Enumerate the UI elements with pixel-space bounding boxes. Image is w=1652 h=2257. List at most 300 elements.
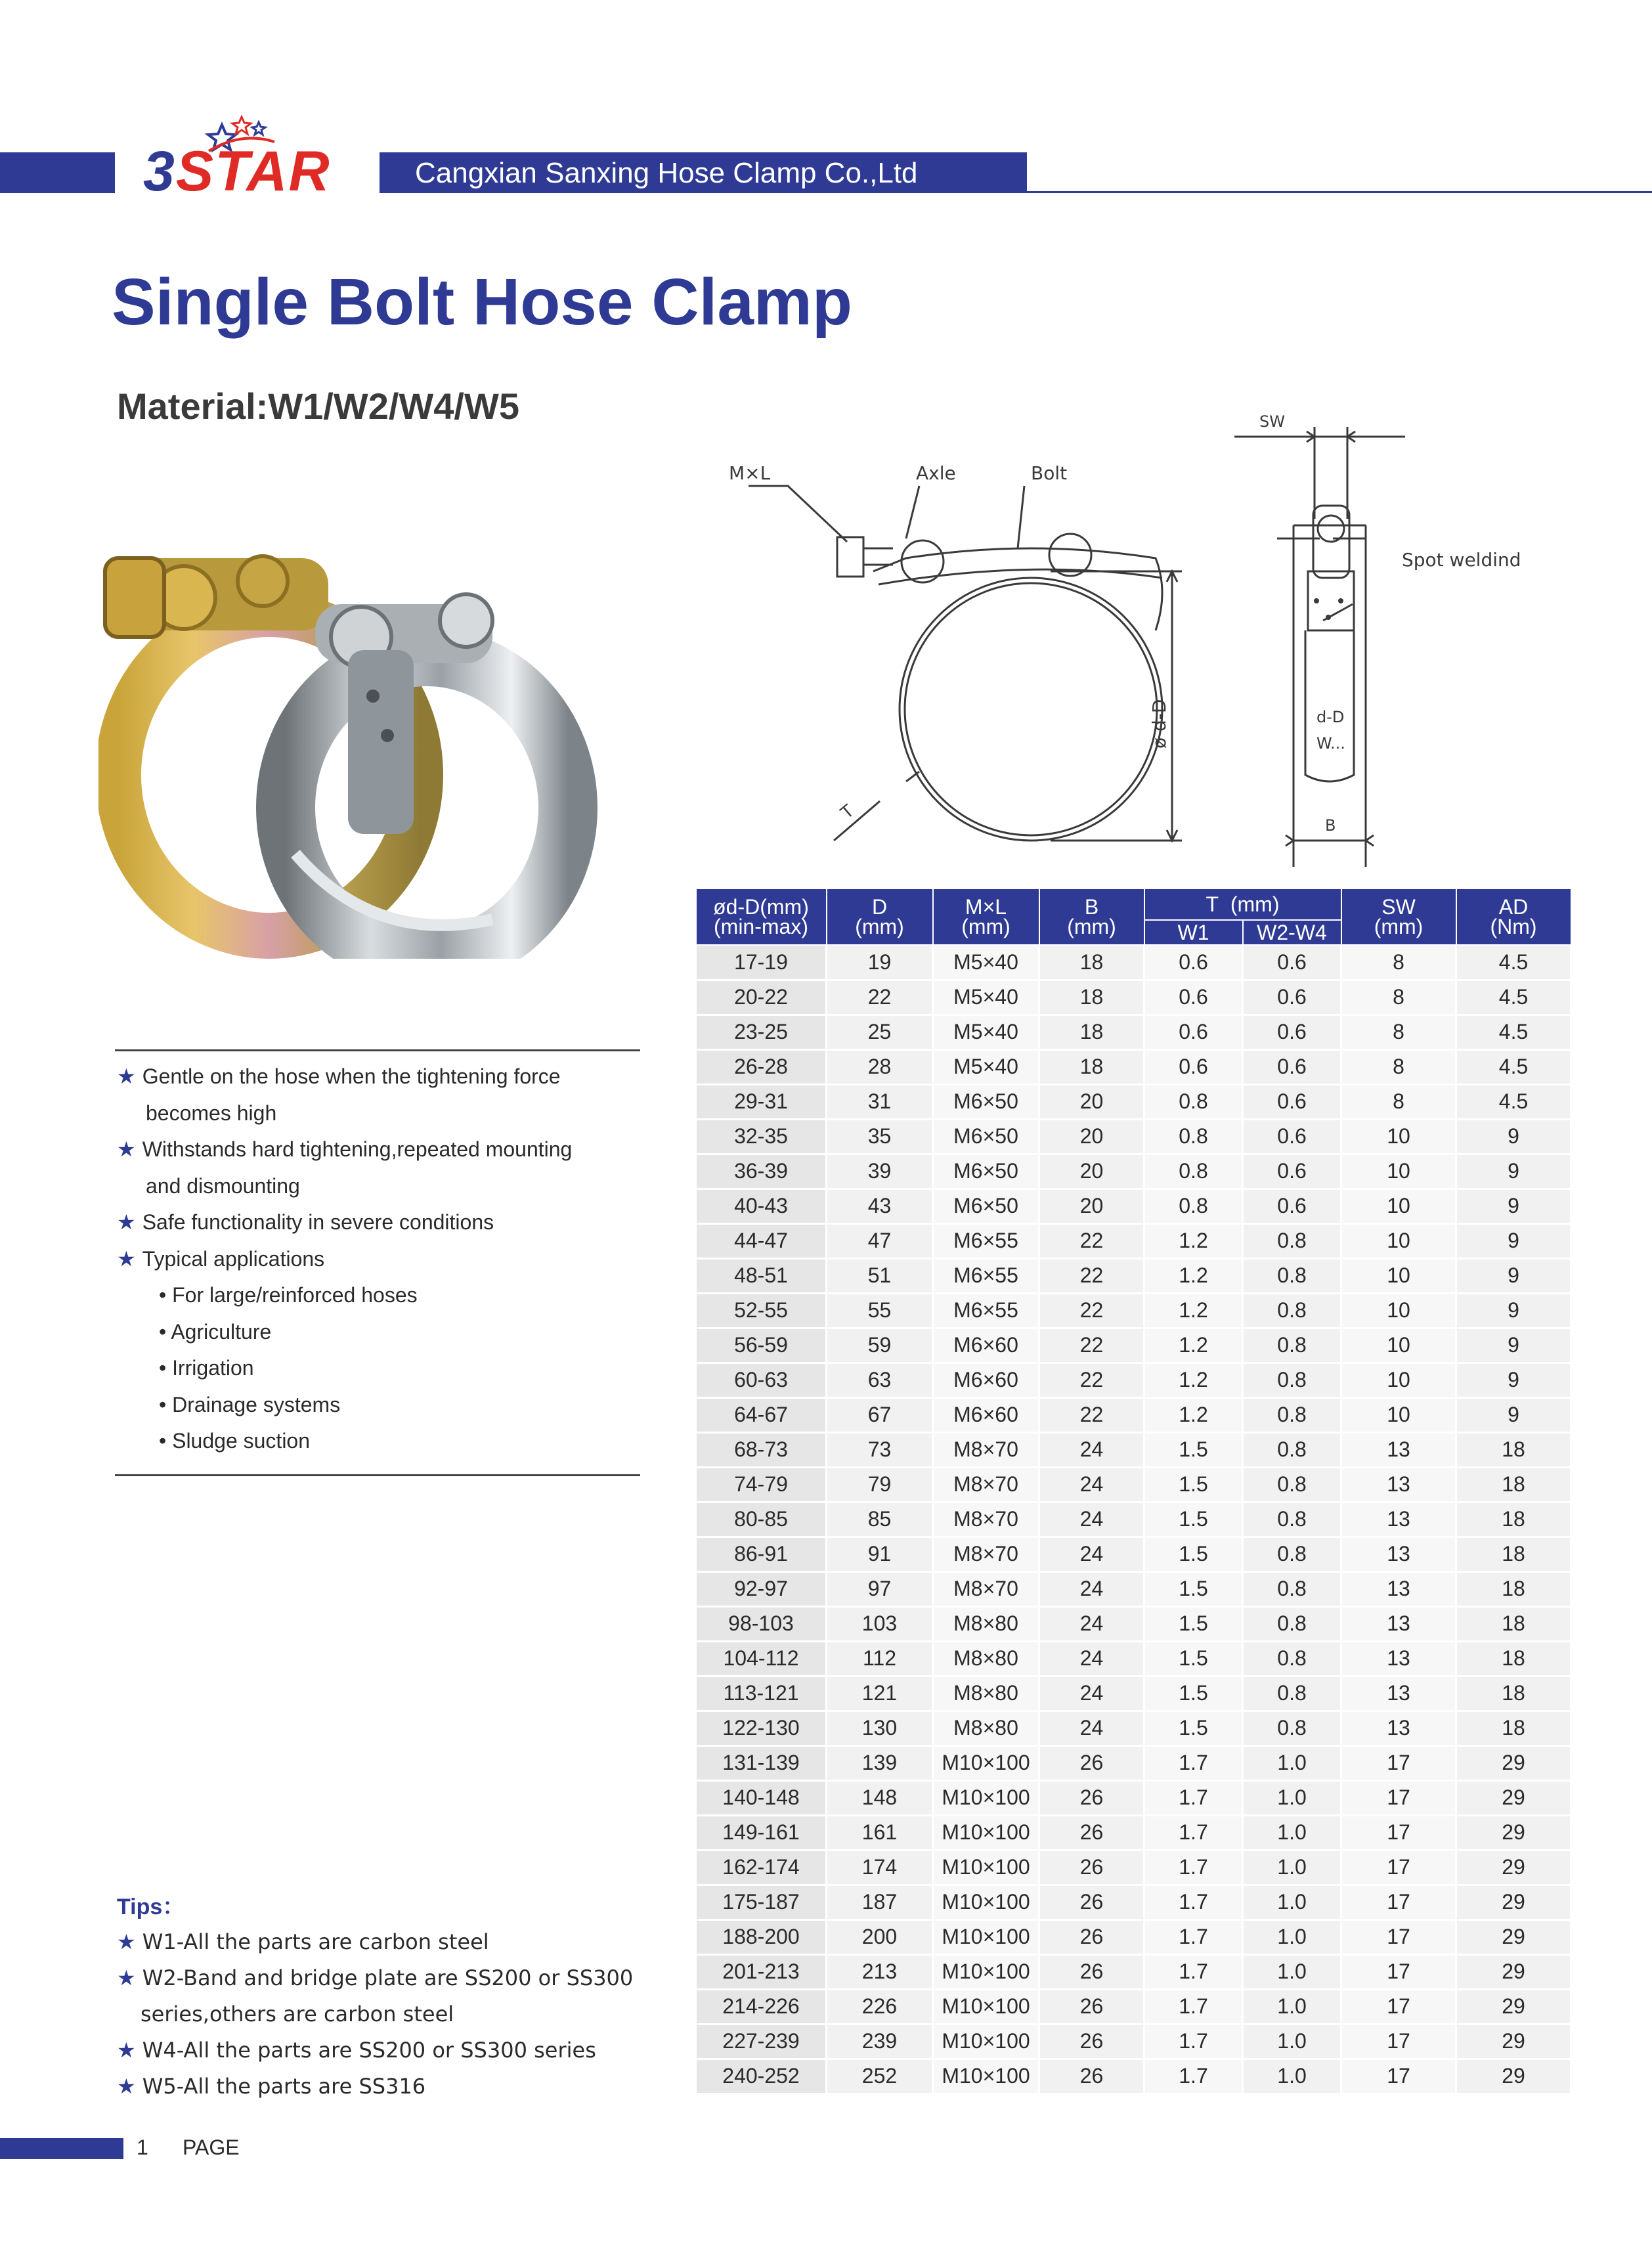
table-cell: 1.7 — [1144, 1919, 1243, 1954]
table-cell: 240-252 — [696, 2059, 827, 2093]
header-ad-line2: (Nm) — [1490, 915, 1537, 938]
table-cell: 18 — [1456, 1537, 1571, 1571]
table-cell: 175-187 — [696, 1885, 827, 1919]
table-cell: 18 — [1456, 1502, 1571, 1537]
table-cell: 0.8 — [1243, 1571, 1341, 1606]
table-row — [696, 1467, 1571, 1502]
table-row — [696, 1850, 1571, 1885]
table-cell: 0.8 — [1243, 1502, 1341, 1537]
table-cell: 1.0 — [1243, 1780, 1341, 1815]
table-cell: 1.5 — [1144, 1502, 1243, 1537]
table-cell: 1.5 — [1144, 1537, 1243, 1571]
table-cell: 9 — [1456, 1119, 1571, 1154]
table-cell: 25 — [827, 1015, 933, 1049]
company-name: Cangxian Sanxing Hose Clamp Co.,Ltd — [415, 157, 918, 189]
table-cell: 29 — [1456, 2024, 1571, 2059]
table-cell: 13 — [1341, 1537, 1456, 1571]
label-bolt: Bolt — [1031, 462, 1068, 484]
table-cell: 9 — [1456, 1293, 1571, 1328]
table-cell: 10 — [1341, 1189, 1456, 1223]
table-cell: 10 — [1341, 1363, 1456, 1397]
table-cell: 0.6 — [1243, 1154, 1341, 1189]
table-cell: 17 — [1341, 1745, 1456, 1780]
table-cell: M10×100 — [933, 1815, 1039, 1850]
label-side-w: W... — [1316, 734, 1345, 753]
table-cell: 20-22 — [696, 980, 827, 1015]
table-cell: 1.5 — [1144, 1571, 1243, 1606]
table-cell: M6×60 — [933, 1328, 1039, 1363]
table-cell: 10 — [1341, 1223, 1456, 1258]
table-cell: 98-103 — [696, 1606, 827, 1641]
logo-word: STAR — [175, 140, 331, 203]
table-row — [696, 1363, 1571, 1397]
table-cell: 24 — [1039, 1606, 1144, 1641]
table-cell: 22 — [1039, 1397, 1144, 1432]
table-cell: 0.8 — [1243, 1328, 1341, 1363]
table-cell: M6×50 — [933, 1119, 1039, 1154]
header-d — [827, 888, 933, 945]
table-cell: M10×100 — [933, 1780, 1039, 1815]
table-cell: 1.2 — [1144, 1293, 1243, 1328]
table-cell: 26 — [1039, 1850, 1144, 1885]
table-cell: M6×50 — [933, 1154, 1039, 1189]
header-range-line2: (min-max) — [714, 915, 808, 938]
table-cell: 17 — [1341, 2024, 1456, 2059]
table-cell: 26 — [1039, 1745, 1144, 1780]
table-cell: 188-200 — [696, 1919, 827, 1954]
table-cell: 13 — [1341, 1676, 1456, 1711]
table-cell: 113-121 — [696, 1676, 827, 1711]
page-number: 1 — [137, 2136, 148, 2159]
feature-item — [117, 1387, 655, 1424]
table-cell: 79 — [827, 1467, 933, 1502]
table-cell: 0.8 — [1243, 1537, 1341, 1571]
table-cell: 59 — [827, 1328, 933, 1363]
table-cell: 29 — [1456, 1885, 1571, 1919]
header-mxl — [933, 888, 1039, 945]
table-cell: 1.7 — [1144, 1780, 1243, 1815]
table-cell: 130 — [827, 1711, 933, 1745]
table-cell: 122-130 — [696, 1711, 827, 1745]
table-cell: 8 — [1341, 1015, 1456, 1049]
table-cell: 13 — [1341, 1571, 1456, 1606]
table-cell: 31 — [827, 1084, 933, 1119]
table-row — [696, 1711, 1571, 1745]
feature-text: • Agriculture — [159, 1319, 272, 1344]
table-cell: 10 — [1341, 1119, 1456, 1154]
header-b — [1039, 888, 1144, 945]
table-cell: 0.6 — [1243, 980, 1341, 1015]
star-icon: ★ — [117, 1064, 136, 1088]
table-cell: 213 — [827, 1954, 933, 1989]
table-row — [696, 1397, 1571, 1432]
table-cell: 1.5 — [1144, 1606, 1243, 1641]
table-cell: 18 — [1456, 1676, 1571, 1711]
table-cell: 18 — [1039, 1015, 1144, 1049]
logo-digit: 3 — [143, 140, 176, 203]
table-row — [696, 1780, 1571, 1815]
feature-item — [117, 1168, 655, 1205]
table-cell: 1.5 — [1144, 1711, 1243, 1745]
feature-item — [117, 1059, 655, 1095]
table-cell: 149-161 — [696, 1815, 827, 1850]
table-cell: 24 — [1039, 1571, 1144, 1606]
table-cell: M6×60 — [933, 1363, 1039, 1397]
table-cell: 18 — [1456, 1571, 1571, 1606]
table-cell: 139 — [827, 1745, 933, 1780]
table-cell: 9 — [1456, 1328, 1571, 1363]
table-cell: 23-25 — [696, 1015, 827, 1049]
table-cell: M10×100 — [933, 1850, 1039, 1885]
tips-title: Tips： — [117, 1895, 185, 1919]
label-sw: SW — [1259, 412, 1285, 431]
table-cell: 13 — [1341, 1641, 1456, 1676]
table-row — [696, 945, 1571, 980]
header-b-line1: B — [1084, 895, 1099, 919]
table-cell: M6×55 — [933, 1223, 1039, 1258]
table-cell: 20 — [1039, 1119, 1144, 1154]
table-row — [696, 1919, 1571, 1954]
table-row — [696, 1606, 1571, 1641]
table-cell: 0.6 — [1243, 1015, 1341, 1049]
table-cell: 60-63 — [696, 1363, 827, 1397]
table-cell: 103 — [827, 1606, 933, 1641]
table-cell: 174 — [827, 1850, 933, 1885]
table-cell: 13 — [1341, 1432, 1456, 1467]
tip-item — [117, 1924, 682, 1960]
table-cell: 4.5 — [1456, 945, 1571, 980]
label-axle: Axle — [916, 462, 956, 484]
table-cell: 0.8 — [1243, 1711, 1341, 1745]
table-cell: 26 — [1039, 2059, 1144, 2093]
table-cell: 29-31 — [696, 1084, 827, 1119]
table-cell: M8×70 — [933, 1502, 1039, 1537]
spec-table — [695, 888, 1572, 2095]
table-row — [696, 1989, 1571, 2024]
table-cell: M8×80 — [933, 1676, 1039, 1711]
feature-text: • Sludge suction — [159, 1429, 311, 1453]
table-cell: 239 — [827, 2024, 933, 2059]
table-row — [696, 1537, 1571, 1571]
table-row — [696, 1328, 1571, 1363]
tip-text: W5-All the parts are SS316 — [142, 2074, 426, 2099]
table-cell: 4.5 — [1456, 1084, 1571, 1119]
table-cell: 64-67 — [696, 1397, 827, 1432]
table-row — [696, 1084, 1571, 1119]
feature-text: Safe functionality in severe conditions — [142, 1210, 494, 1234]
table-cell: 4.5 — [1456, 1015, 1571, 1049]
tip-item — [117, 2032, 682, 2069]
table-cell: 26 — [1039, 2024, 1144, 2059]
table-cell: 18 — [1039, 980, 1144, 1015]
table-cell: 1.7 — [1144, 1815, 1243, 1850]
feature-text: Gentle on the hose when the tightening force — [142, 1064, 561, 1088]
table-cell: 0.6 — [1243, 945, 1341, 980]
table-cell: 0.8 — [1243, 1223, 1341, 1258]
table-cell: 4.5 — [1456, 1049, 1571, 1084]
table-cell: 24 — [1039, 1641, 1144, 1676]
star-icon: ★ — [117, 2038, 136, 2063]
header-sw-line1: SW — [1381, 895, 1416, 919]
table-cell: 26 — [1039, 1815, 1144, 1850]
table-cell: 52-55 — [696, 1293, 827, 1328]
table-cell: 161 — [827, 1815, 933, 1850]
table-cell: 18 — [1456, 1467, 1571, 1502]
table-cell: 48-51 — [696, 1258, 827, 1293]
tip-item — [117, 1960, 682, 1996]
table-cell: 35 — [827, 1119, 933, 1154]
tip-text: series,others are carbon steel — [141, 2002, 454, 2027]
table-cell: 29 — [1456, 1989, 1571, 2024]
table-row — [696, 1502, 1571, 1537]
table-cell: 121 — [827, 1676, 933, 1711]
header-range-line1: ød-D(mm) — [713, 895, 809, 919]
table-cell: M8×80 — [933, 1606, 1039, 1641]
table-cell: 8 — [1341, 1084, 1456, 1119]
table-cell: 26 — [1039, 1919, 1144, 1954]
table-row — [696, 980, 1571, 1015]
table-cell: M6×50 — [933, 1084, 1039, 1119]
table-cell: 0.8 — [1243, 1606, 1341, 1641]
table-cell: 8 — [1341, 1049, 1456, 1084]
table-cell: 9 — [1456, 1223, 1571, 1258]
feature-text: becomes high — [146, 1101, 277, 1125]
table-cell: 1.7 — [1144, 1989, 1243, 2024]
spec-table-body — [696, 945, 1571, 2093]
table-cell: 1.0 — [1243, 2059, 1341, 2093]
header-band-left — [0, 152, 115, 193]
table-cell: M6×55 — [933, 1293, 1039, 1328]
table-cell: 1.0 — [1243, 1989, 1341, 2024]
table-cell: 1.0 — [1243, 1815, 1341, 1850]
table-cell: 0.8 — [1243, 1676, 1341, 1711]
header-ad — [1456, 888, 1571, 945]
table-cell: 40-43 — [696, 1189, 827, 1223]
header-sw-line2: (mm) — [1374, 915, 1424, 938]
table-cell: 252 — [827, 2059, 933, 2093]
feature-text: Typical applications — [142, 1246, 325, 1271]
table-cell: 24 — [1039, 1432, 1144, 1467]
table-cell: 18 — [1456, 1606, 1571, 1641]
table-cell: 17 — [1341, 1815, 1456, 1850]
header-ad-line1: AD — [1498, 895, 1529, 919]
table-cell: 24 — [1039, 1502, 1144, 1537]
table-cell: 18 — [1039, 1049, 1144, 1084]
feature-text: and dismounting — [146, 1173, 300, 1198]
table-cell: 0.6 — [1144, 945, 1243, 980]
table-cell: 0.8 — [1243, 1293, 1341, 1328]
product-photo — [98, 499, 611, 959]
table-cell: 1.2 — [1144, 1223, 1243, 1258]
table-cell: 26 — [1039, 1780, 1144, 1815]
table-cell: 20 — [1039, 1189, 1144, 1223]
table-cell: 9 — [1456, 1154, 1571, 1189]
feature-item — [117, 1314, 655, 1351]
table-cell: 13 — [1341, 1606, 1456, 1641]
table-cell: 28 — [827, 1049, 933, 1084]
table-cell: 0.8 — [1243, 1641, 1341, 1676]
table-cell: 0.8 — [1243, 1432, 1341, 1467]
table-cell: 131-139 — [696, 1745, 827, 1780]
table-cell: 9 — [1456, 1397, 1571, 1432]
table-cell: 1.0 — [1243, 1954, 1341, 1989]
table-row — [696, 1119, 1571, 1154]
table-row — [696, 1641, 1571, 1676]
label-side-dd: d-D — [1316, 708, 1345, 726]
header-w1: W1 — [1144, 920, 1243, 945]
feature-item — [117, 1095, 655, 1132]
table-cell: M5×40 — [933, 980, 1039, 1015]
table-cell: 18 — [1456, 1711, 1571, 1745]
label-mxl: M×L — [729, 462, 771, 484]
table-cell: M5×40 — [933, 1015, 1039, 1049]
table-cell: M8×70 — [933, 1571, 1039, 1606]
header-b-line2: (mm) — [1067, 915, 1116, 938]
tip-text: W4-All the parts are SS200 or SS300 series — [142, 2038, 596, 2063]
table-cell: 1.5 — [1144, 1676, 1243, 1711]
table-cell: 13 — [1341, 1711, 1456, 1745]
feature-text: • Drainage systems — [159, 1392, 341, 1416]
table-cell: 17 — [1341, 1919, 1456, 1954]
table-cell: 1.5 — [1144, 1467, 1243, 1502]
table-cell: M10×100 — [933, 1989, 1039, 2024]
table-cell: 0.6 — [1243, 1189, 1341, 1223]
tip-text: W2-Band and bridge plate are SS200 or SS300 — [142, 1965, 634, 1990]
table-row — [696, 1223, 1571, 1258]
table-row — [696, 1049, 1571, 1084]
page-label: PAGE — [183, 2136, 240, 2159]
logo — [143, 140, 331, 203]
table-row — [696, 1189, 1571, 1223]
header-rule — [1027, 191, 1652, 193]
table-cell: 1.7 — [1144, 2059, 1243, 2093]
table-cell: 1.2 — [1144, 1397, 1243, 1432]
feature-top-rule — [115, 1049, 640, 1051]
table-cell: 1.2 — [1144, 1258, 1243, 1293]
page-title: Single Bolt Hose Clamp — [112, 265, 852, 339]
table-cell: 1.7 — [1144, 2024, 1243, 2059]
table-cell: M10×100 — [933, 2059, 1039, 2093]
table-cell: 226 — [827, 1989, 933, 2024]
label-t: T — [837, 801, 858, 823]
table-cell: 0.8 — [1243, 1363, 1341, 1397]
feature-text: Withstands hard tightening,repeated mounting — [142, 1137, 573, 1161]
header-d-line2: (mm) — [855, 915, 904, 938]
table-cell: 0.8 — [1144, 1154, 1243, 1189]
table-cell: 26 — [1039, 1885, 1144, 1919]
table-cell: 10 — [1341, 1258, 1456, 1293]
table-cell: 22 — [1039, 1223, 1144, 1258]
table-cell: 0.8 — [1243, 1397, 1341, 1432]
table-cell: 1.7 — [1144, 1885, 1243, 1919]
table-cell: 18 — [1039, 945, 1144, 980]
table-cell: 201-213 — [696, 1954, 827, 1989]
table-row — [696, 1015, 1571, 1049]
table-row — [696, 1885, 1571, 1919]
table-cell: 4.5 — [1456, 980, 1571, 1015]
table-cell: 1.5 — [1144, 1641, 1243, 1676]
table-row — [696, 1154, 1571, 1189]
table-cell: 24 — [1039, 1676, 1144, 1711]
table-cell: 1.0 — [1243, 1850, 1341, 1885]
table-cell: 44-47 — [696, 1223, 827, 1258]
table-cell: 74-79 — [696, 1467, 827, 1502]
table-cell: 13 — [1341, 1502, 1456, 1537]
table-cell: M8×80 — [933, 1711, 1039, 1745]
header-mxl-line2: (mm) — [961, 915, 1011, 938]
table-cell: M5×40 — [933, 945, 1039, 980]
table-cell: 13 — [1341, 1467, 1456, 1502]
table-row — [696, 1954, 1571, 1989]
table-cell: 1.7 — [1144, 1954, 1243, 1989]
table-cell: M6×60 — [933, 1397, 1039, 1432]
star-icon: ★ — [117, 1929, 136, 1954]
table-cell: 18 — [1456, 1432, 1571, 1467]
table-cell: 51 — [827, 1258, 933, 1293]
table-cell: 187 — [827, 1885, 933, 1919]
table-cell: 10 — [1341, 1328, 1456, 1363]
table-cell: 0.6 — [1243, 1049, 1341, 1084]
table-cell: 55 — [827, 1293, 933, 1328]
feature-item — [117, 1423, 655, 1460]
table-cell: 29 — [1456, 1850, 1571, 1885]
table-cell: M10×100 — [933, 1885, 1039, 1919]
label-b: B — [1325, 816, 1336, 835]
table-cell: 22 — [1039, 1328, 1144, 1363]
table-cell: M8×80 — [933, 1641, 1039, 1676]
table-row — [696, 1293, 1571, 1328]
table-cell: 17-19 — [696, 945, 827, 980]
table-cell: 26 — [1039, 1954, 1144, 1989]
table-cell: 86-91 — [696, 1537, 827, 1571]
header-range — [696, 888, 827, 945]
tip-item — [117, 1996, 682, 2032]
feature-bottom-rule — [115, 1474, 640, 1476]
table-cell: 67 — [827, 1397, 933, 1432]
feature-item — [117, 1241, 655, 1278]
table-cell: 10 — [1341, 1397, 1456, 1432]
table-cell: 20 — [1039, 1084, 1144, 1119]
table-cell: 26-28 — [696, 1049, 827, 1084]
table-cell: 1.2 — [1144, 1363, 1243, 1397]
table-row — [696, 2024, 1571, 2059]
table-cell: 1.5 — [1144, 1432, 1243, 1467]
table-row — [696, 1815, 1571, 1850]
table-cell: 112 — [827, 1641, 933, 1676]
table-cell: 29 — [1456, 1780, 1571, 1815]
table-cell: 20 — [1039, 1154, 1144, 1189]
table-cell: 17 — [1341, 2059, 1456, 2093]
table-cell: 1.0 — [1243, 1919, 1341, 1954]
table-cell: M8×70 — [933, 1467, 1039, 1502]
star-icon: ★ — [117, 1137, 136, 1161]
table-cell: 29 — [1456, 1954, 1571, 1989]
table-cell: 148 — [827, 1780, 933, 1815]
table-row — [696, 1745, 1571, 1780]
table-cell: 22 — [1039, 1293, 1144, 1328]
table-cell: M8×70 — [933, 1537, 1039, 1571]
table-cell: 0.6 — [1144, 1015, 1243, 1049]
table-cell: 9 — [1456, 1363, 1571, 1397]
table-cell: 73 — [827, 1432, 933, 1467]
table-cell: M6×55 — [933, 1258, 1039, 1293]
star-icon: ★ — [117, 1965, 136, 1990]
tip-text: W1-All the parts are carbon steel — [142, 1929, 489, 1954]
table-cell: 200 — [827, 1919, 933, 1954]
table-cell: 0.8 — [1144, 1119, 1243, 1154]
table-cell: 92-97 — [696, 1571, 827, 1606]
table-cell: 43 — [827, 1189, 933, 1223]
